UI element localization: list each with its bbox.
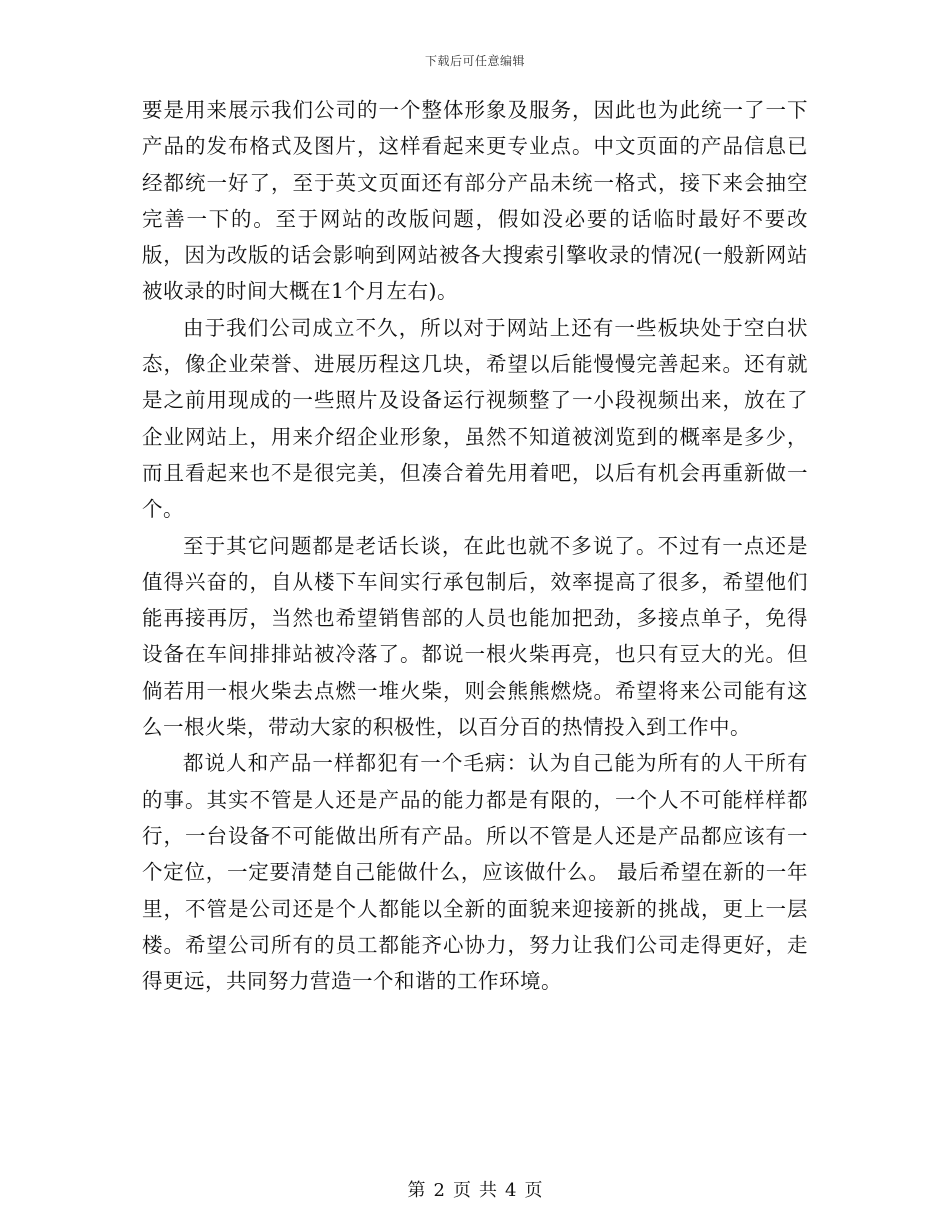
- header-note: 下载后可任意编辑: [424, 54, 525, 68]
- page-number-footer: [0, 1176, 950, 1202]
- footer-prefix: 第: [407, 1180, 426, 1201]
- footer-current-page: 2: [433, 1180, 445, 1201]
- document-body: [142, 92, 808, 999]
- footer-page-word: 页: [453, 1180, 471, 1201]
- paragraph-2: 由于我们公司成立不久，所以对于网站上还有一些板块处于空白状态，像企业荣誉、进展历程这几块，希望以后能慢慢完善起来。还有就是之前用现成的一些照片及设备运行视频整了一小段视频出来，放在了企业网站上，用来介绍企业形象，虽然不知道被浏览到的概率是多少，而且看起来也不是很完美，但凑合着先用着吧，以后有机会再重新做一个。: [142, 315, 808, 522]
- footer-total-word: 共: [479, 1180, 497, 1201]
- footer-suffix: 页: [524, 1180, 543, 1201]
- paragraph-3: 至于其它问题都是老话长谈，在此也就不多说了。不过有一点还是值得兴奋的，自从楼下车间实行承包制后，效率提高了很多，希望他们能再接再厉，当然也希望销售部的人员也能加把劲，多接点单子，免得设备在车间排排站被冷落了。都说一根火柴再亮，也只有豆大的光。但倘若用一根火柴去点燃一堆火柴，则会熊熊燃烧。希望将来公司能有这么一根火柴，带动大家的积极性，以百分百的热情投入到工作中。: [142, 533, 808, 740]
- paragraph-4: 都说人和产品一样都犯有一个毛病：认为自己能为所有的人干所有的事。其实不管是人还是产品的能力都是有限的，一个人不可能样样都行，一台设备不可能做出所有产品。所以不管是人还是产品都应该有一个定位，一定要清楚自己能做什么，应该做什么。 最后希望在新的一年里，不管是公司还是个人都能以全新的面貌来迎接新的挑战，更上一层楼。希望公司所有的员工都能齐心协力，努力让我们公司走得更好，走得更远，共同努力营造一个和谐的工作环境。: [142, 751, 808, 994]
- paragraph-1: 要是用来展示我们公司的一个整体形象及服务，因此也为此统一了一下产品的发布格式及图片，这样看起来更专业点。中文页面的产品信息已经都统一好了，至于英文页面还有部分产品未统一格式，接下来会抽空完善一下的。至于网站的改版问题，假如没必要的话临时最好不要改版，因为改版的话会影响到网站被各大搜索引擎收录的情况(一般新网站被收录的时间大概在1个月左右)。: [142, 98, 808, 304]
- footer-total-pages: 4: [505, 1180, 517, 1201]
